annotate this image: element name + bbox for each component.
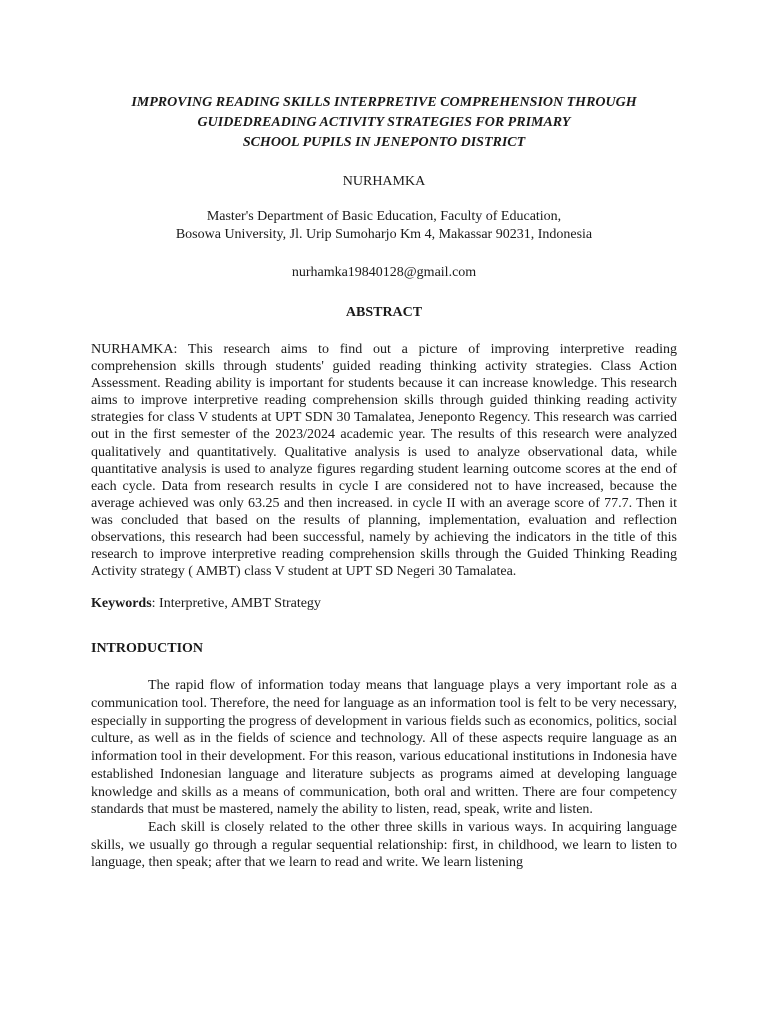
- keywords-text: : Interpretive, AMBT Strategy: [151, 596, 321, 612]
- paper-title: [91, 93, 677, 153]
- keywords: [91, 595, 677, 613]
- author-email: nurhamka19840128@gmail.com: [291, 265, 477, 280]
- affiliation-line: Bosowa University, Jl. Urip Sumoharjo Km 4, Makassar 90231, Indonesia: [175, 227, 593, 242]
- intro-paragraph: The rapid flow of information today means that language plays a very important role as a communication tool. Therefore, the need for language as an information tool is felt to be very necessary, especially in supporting the progress of development in various fields such as economics, politics, social culture, as well as in the fields of science and technology. All of these aspects require language as an information tool in their development. For this reason, various educational institutions in Indonesia have established Indonesian language and literature subjects as programs aimed at developing language knowledge and skills as a means of communication, both oral and written. There are four competency standards that must be mastered, namely the ability to listen, read, speak, write and listen.: [91, 678, 677, 818]
- introduction-heading: INTRODUCTION: [91, 641, 204, 657]
- affiliation: [91, 208, 677, 244]
- intro-paragraph: Each skill is closely related to the other three skills in various ways. In acquiring language skills, we usually go through a regular sequential relationship: first, in childhood, we learn to listen to language, then speak; after that we learn to read and write. We learn listening: [91, 819, 677, 871]
- title-line: GUIDEDREADING ACTIVITY STRATEGIES FOR PRIMARY: [197, 115, 571, 130]
- abstract-body: NURHAMKA: This research aims to find out a picture of improving interpretive reading comprehension skills through students' guided reading thinking activity strategies. Class Action Assessment. Reading ability is important for students because it can increase knowledge. This research aims to improve interpretive reading comprehension skills through guided thinking reading activity strategies for class V students at UPT SDN 30 Tamalatea, Jeneponto Regency. This research was carried out in the first semester of the 2023/2024 academic year. The results of this research were analyzed qualitatively and quantitatively. Qualitative analysis is used to analyze observational data, while quantitative analysis is used to analyze figures regarding student learning outcome scores at the end of each cycle. Data from research results in cycle I are considered not to have increased, because the average achieved was only 63.25 and then increased. in cycle II with an average score of 77.7. Then it was concluded that based on the results of planning, implementation, evaluation and reflection observations, this research had been successful, namely by achieving the indicators in the title of this research to improve interpretive reading comprehension skills through the Guided Thinking Reading Activity strategy ( AMBT) class V student at UPT SD Negeri 30 Tamalatea.: [91, 342, 677, 580]
- abstract-heading: ABSTRACT: [345, 305, 423, 320]
- author-name: NURHAMKA: [342, 174, 426, 189]
- title-line: IMPROVING READING SKILLS INTERPRETIVE COMPREHENSION THROUGH: [131, 95, 637, 110]
- affiliation-line: Master's Department of Basic Education, Faculty of Education,: [206, 209, 562, 224]
- keywords-label: Keywords: [91, 596, 152, 612]
- paper-page: [91, 93, 677, 872]
- title-line: SCHOOL PUPILS IN JENEPONTO DISTRICT: [242, 135, 526, 150]
